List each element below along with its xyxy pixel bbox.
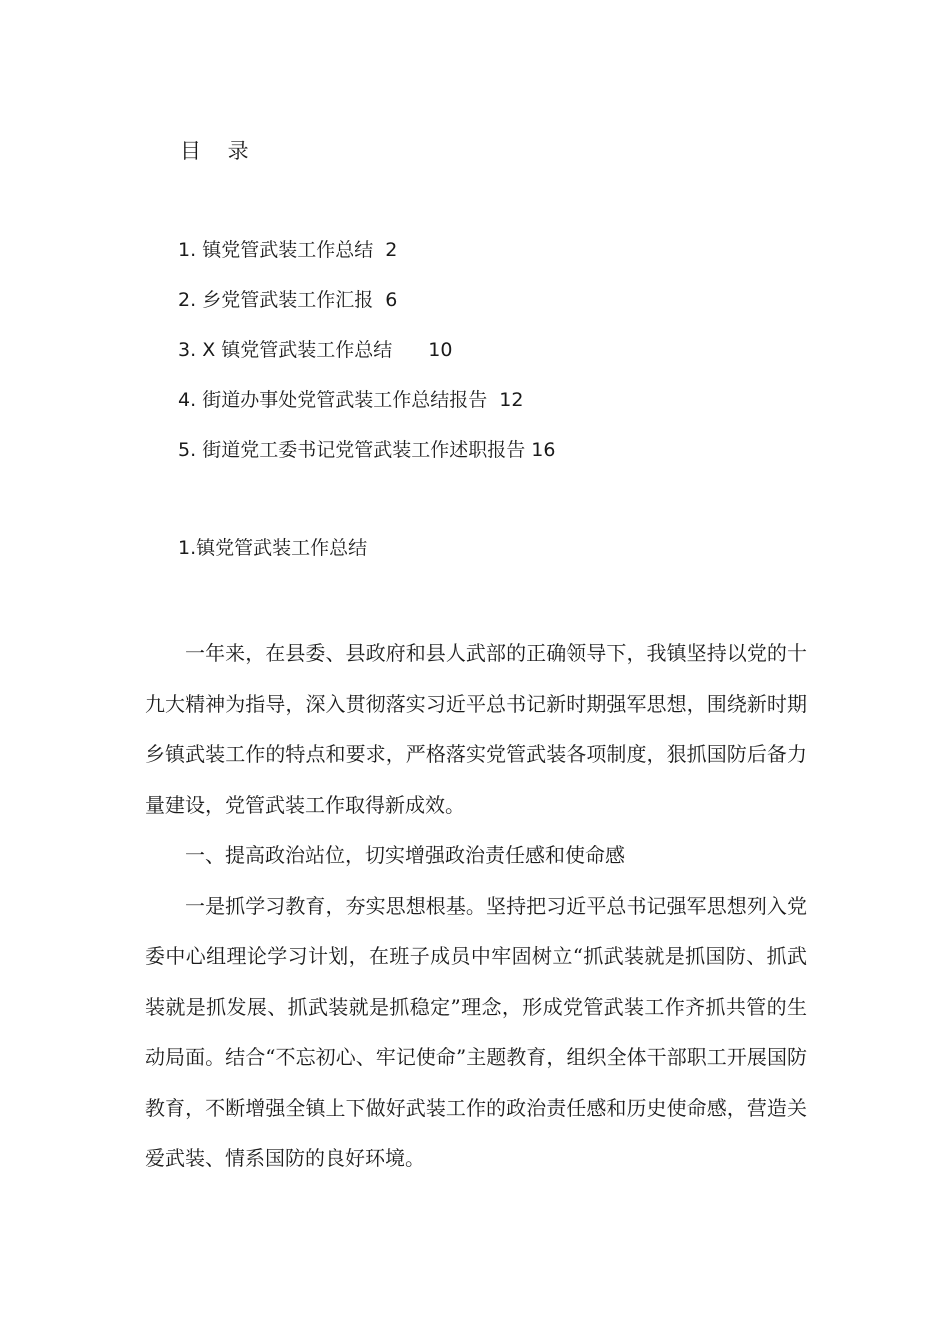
- toc-item-3[interactable]: [178, 334, 555, 384]
- toc-item-title: 镇党管武装工作总结: [202, 239, 374, 261]
- toc-item-page: 2: [385, 239, 398, 261]
- toc-title: 目 录: [180, 139, 259, 163]
- toc-item-4[interactable]: [178, 384, 555, 434]
- toc-item-number: 2.: [178, 289, 197, 311]
- toc-item-number: 3.: [178, 339, 197, 361]
- paragraph-intro: 一年来，在县委、县政府和县人武部的正确领导下，我镇坚持以党的十九大精神为指导，深入贯彻落实习近平总书记新时期强军思想，围绕新时期乡镇武装工作的特点和要求，严格落实党管武装各项制度，狠抓国防后备力量建设，党管武装工作取得新成效。: [145, 641, 807, 817]
- section-title: 1.镇党管武装工作总结: [178, 537, 368, 559]
- toc-item-title: 乡党管武装工作汇报: [202, 289, 374, 311]
- toc-item-page: 10: [428, 339, 453, 361]
- toc-item-2[interactable]: [178, 284, 555, 334]
- toc-item-title: 街道办事处党管武装工作总结报告: [202, 389, 488, 411]
- paragraph-study: 一是抓学习教育，夯实思想根基。坚持把习近平总书记强军思想列入党委中心组理论学习计划，在班子成员中牢固树立“抓武装就是抓国防、抓武装就是抓发展、抓武装就是抓稳定”理念，形成党管武装工作齐抓共管的生动局面。结合“不忘初心、牢记使命”主题教育，组织全体干部职工开展国防教育，不断增强全镇上下做好武装工作的政治责任感和历史使命感，营造关爱武装、情系国防的良好环境。: [145, 893, 807, 1170]
- toc-item-page: 16: [531, 439, 556, 461]
- toc-item-number: 1.: [178, 239, 197, 261]
- toc-item-title: X 镇党管武装工作总结: [202, 339, 393, 361]
- table-of-contents: [178, 234, 555, 484]
- document-body: [145, 628, 807, 1184]
- toc-item-page: 12: [499, 389, 524, 411]
- toc-item-title: 街道党工委书记党管武装工作述职报告: [202, 439, 526, 461]
- toc-item-5[interactable]: [178, 434, 555, 484]
- toc-item-1[interactable]: [178, 234, 555, 284]
- toc-item-number: 4.: [178, 389, 197, 411]
- toc-item-page: 6: [385, 289, 398, 311]
- paragraph-heading: 一、提高政治站位，切实增强政治责任感和使命感: [185, 843, 625, 867]
- toc-item-number: 5.: [178, 439, 197, 461]
